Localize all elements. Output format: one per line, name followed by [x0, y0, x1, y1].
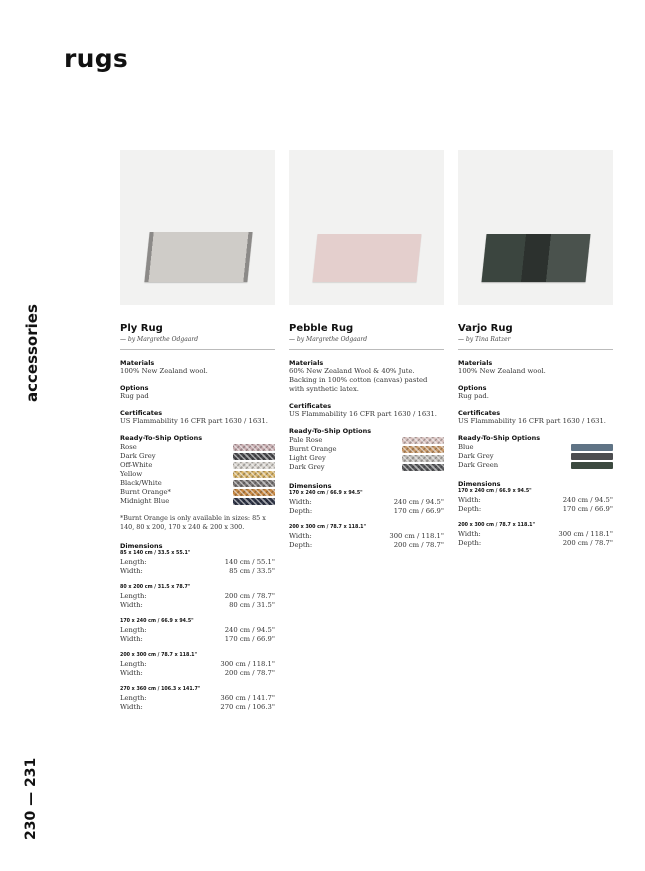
dimension-value: 270 cm / 106.3": [220, 703, 275, 711]
divider: [120, 349, 275, 350]
materials-heading: Materials: [120, 359, 155, 367]
dimension-label: Length:: [120, 592, 147, 600]
product-column-ply: [120, 150, 275, 721]
certificates-text: US Flammability 16 CFR part 1630 / 1631.: [458, 417, 606, 425]
page-title: rugs: [64, 44, 129, 73]
dimension-value: 360 cm / 141.7": [220, 694, 275, 702]
color-swatch: [402, 455, 444, 462]
dimension-group: [120, 585, 275, 610]
materials-text: 100% New Zealand wool.: [458, 367, 546, 375]
certificates-heading: Certificates: [120, 409, 163, 417]
dimension-value: 140 cm / 55.1": [224, 558, 275, 566]
certificates-heading: Certificates: [289, 402, 332, 410]
list-item: [120, 452, 275, 461]
dimension-label: Width:: [120, 635, 143, 643]
option-label: Dark Grey: [289, 463, 325, 471]
dimension-label: Length:: [120, 558, 147, 566]
dimension-label: Depth:: [458, 505, 482, 513]
color-swatch: [402, 446, 444, 453]
dimension-label: Width:: [120, 669, 143, 677]
ready-options-heading: Ready-To-Ship Options: [458, 434, 541, 442]
dimensions-heading: Dimensions: [289, 482, 332, 490]
ready-options-list: [120, 443, 275, 506]
dimension-value: 170 cm / 66.9": [562, 505, 613, 513]
color-swatch: [571, 444, 613, 451]
dimensions-heading: Dimensions: [458, 480, 501, 488]
color-swatch: [402, 464, 444, 471]
availability-note: *Burnt Orange is only available in sizes: 85 x 140, 80 x 200, 170 x 240 & 200 x 300.: [120, 514, 266, 531]
materials-heading: Materials: [458, 359, 493, 367]
dimension-group: [120, 551, 275, 576]
dimension-size: 170 x 240 cm / 66.9 x 94.5": [289, 491, 363, 496]
materials-text: 100% New Zealand wool.: [120, 367, 208, 375]
dimension-value: 200 cm / 78.7": [562, 539, 613, 547]
list-item: [120, 488, 275, 497]
list-item: [289, 454, 444, 463]
list-item: [289, 436, 444, 445]
product-photo: [120, 150, 275, 305]
divider: [458, 349, 613, 350]
option-label: Black/White: [120, 479, 162, 487]
option-label: Pale Rose: [289, 436, 323, 444]
ready-options-list: [458, 443, 613, 470]
dimension-group: [289, 491, 444, 516]
dimension-label: Width:: [120, 703, 143, 711]
product-designer: — by Tina Ratzer: [458, 336, 511, 343]
color-swatch: [571, 462, 613, 469]
list-item: [120, 443, 275, 452]
dimension-value: 200 cm / 78.7": [393, 541, 444, 549]
option-label: Burnt Orange: [289, 445, 337, 453]
dimension-group: [458, 489, 613, 514]
dimension-size: 270 x 360 cm / 106.3 x 141.7": [120, 687, 201, 692]
option-label: Burnt Orange*: [120, 488, 171, 496]
color-swatch: [233, 444, 275, 451]
materials-text: 60% New Zealand Wool & 40% Jute. Backing in 100% cotton (canvas) pasted with synthetic latex.: [289, 367, 428, 393]
option-label: Rose: [120, 443, 137, 451]
certificates-text: US Flammability 16 CFR part 1630 / 1631.: [289, 410, 437, 418]
ready-options-heading: Ready-To-Ship Options: [120, 434, 203, 442]
ready-options-list: [289, 436, 444, 472]
color-swatch: [233, 489, 275, 496]
certificates-text: US Flammability 16 CFR part 1630 / 1631.: [120, 417, 268, 425]
options-text: Rug pad.: [458, 392, 489, 400]
dimension-label: Depth:: [458, 539, 482, 547]
dimension-label: Depth:: [289, 541, 313, 549]
color-swatch: [233, 453, 275, 460]
color-swatch: [233, 480, 275, 487]
list-item: [120, 461, 275, 470]
list-item: [458, 443, 613, 452]
option-label: Dark Green: [458, 461, 499, 469]
dimension-label: Length:: [120, 660, 147, 668]
dimension-label: Length:: [120, 694, 147, 702]
dimension-size: 85 x 140 cm / 33.5 x 55.1": [120, 551, 191, 556]
list-item: [289, 463, 444, 472]
dimension-value: 300 cm / 118.1": [558, 530, 613, 538]
list-item: [458, 452, 613, 461]
dimension-value: 85 cm / 33.5": [229, 567, 275, 575]
product-designer: — by Margrethe Odgaard: [289, 336, 368, 343]
dimension-label: Width:: [458, 530, 481, 538]
option-label: Blue: [458, 443, 474, 451]
product-name: Pebble Rug: [289, 323, 354, 334]
rug-image: [312, 234, 421, 282]
option-label: Dark Grey: [120, 452, 156, 460]
dimension-value: 240 cm / 94.5": [562, 496, 613, 504]
color-swatch: [233, 462, 275, 469]
color-swatch: [571, 453, 613, 460]
option-label: Dark Grey: [458, 452, 494, 460]
dimensions-heading: Dimensions: [120, 542, 163, 550]
option-label: Light Grey: [289, 454, 326, 462]
dimension-size: 200 x 300 cm / 78.7 x 118.1": [120, 653, 198, 658]
page-numbers: 230 — 231: [23, 757, 39, 840]
dimension-group: [458, 523, 613, 548]
dimension-value: 170 cm / 66.9": [393, 507, 444, 515]
color-swatch: [402, 437, 444, 444]
dimension-size: 200 x 300 cm / 78.7 x 118.1": [458, 523, 536, 528]
product-name: Ply Rug: [120, 323, 163, 334]
dimension-label: Width:: [289, 532, 312, 540]
dimension-group: [120, 653, 275, 678]
divider: [289, 349, 444, 350]
ready-options-heading: Ready-To-Ship Options: [289, 427, 372, 435]
dimension-value: 300 cm / 118.1": [389, 532, 444, 540]
rug-image: [144, 232, 252, 282]
list-item: [458, 461, 613, 470]
dimension-size: 170 x 240 cm / 66.9 x 94.5": [458, 489, 532, 494]
section-label: accessories: [23, 304, 41, 402]
dimension-label: Depth:: [289, 507, 313, 515]
color-swatch: [233, 471, 275, 478]
option-label: Yellow: [120, 470, 143, 478]
dimension-label: Width:: [120, 601, 143, 609]
list-item: [289, 445, 444, 454]
option-label: Off-White: [120, 461, 153, 469]
dimension-group: [120, 687, 275, 712]
dimension-group: [120, 619, 275, 644]
dimension-label: Width:: [458, 496, 481, 504]
dimension-value: 240 cm / 94.5": [393, 498, 444, 506]
materials-heading: Materials: [289, 359, 324, 367]
dimension-value: 170 cm / 66.9": [224, 635, 275, 643]
certificates-heading: Certificates: [458, 409, 501, 417]
dimension-label: Length:: [120, 626, 147, 634]
product-column-pebble: [289, 150, 444, 559]
list-item: [120, 497, 275, 506]
product-designer: — by Margrethe Odgaard: [120, 336, 199, 343]
rug-image: [481, 234, 590, 282]
dimension-group: [289, 525, 444, 550]
dimension-value: 80 cm / 31.5": [229, 601, 275, 609]
list-item: [120, 470, 275, 479]
option-label: Midnight Blue: [120, 497, 170, 505]
options-heading: Options: [120, 384, 149, 392]
dimension-value: 240 cm / 94.5": [224, 626, 275, 634]
dimension-label: Width:: [120, 567, 143, 575]
dimension-size: 200 x 300 cm / 78.7 x 118.1": [289, 525, 367, 530]
dimension-label: Width:: [289, 498, 312, 506]
dimension-value: 200 cm / 78.7": [224, 669, 275, 677]
product-name: Varjo Rug: [458, 323, 513, 334]
dimension-size: 80 x 200 cm / 31.5 x 78.7": [120, 585, 191, 590]
dimension-value: 200 cm / 78.7": [224, 592, 275, 600]
product-column-varjo: [458, 150, 613, 557]
list-item: [120, 479, 275, 488]
dimension-value: 300 cm / 118.1": [220, 660, 275, 668]
product-photo: [289, 150, 444, 305]
options-heading: Options: [458, 384, 487, 392]
dimension-size: 170 x 240 cm / 66.9 x 94.5": [120, 619, 194, 624]
product-photo: [458, 150, 613, 305]
options-text: Rug pad: [120, 392, 149, 400]
color-swatch: [233, 498, 275, 505]
